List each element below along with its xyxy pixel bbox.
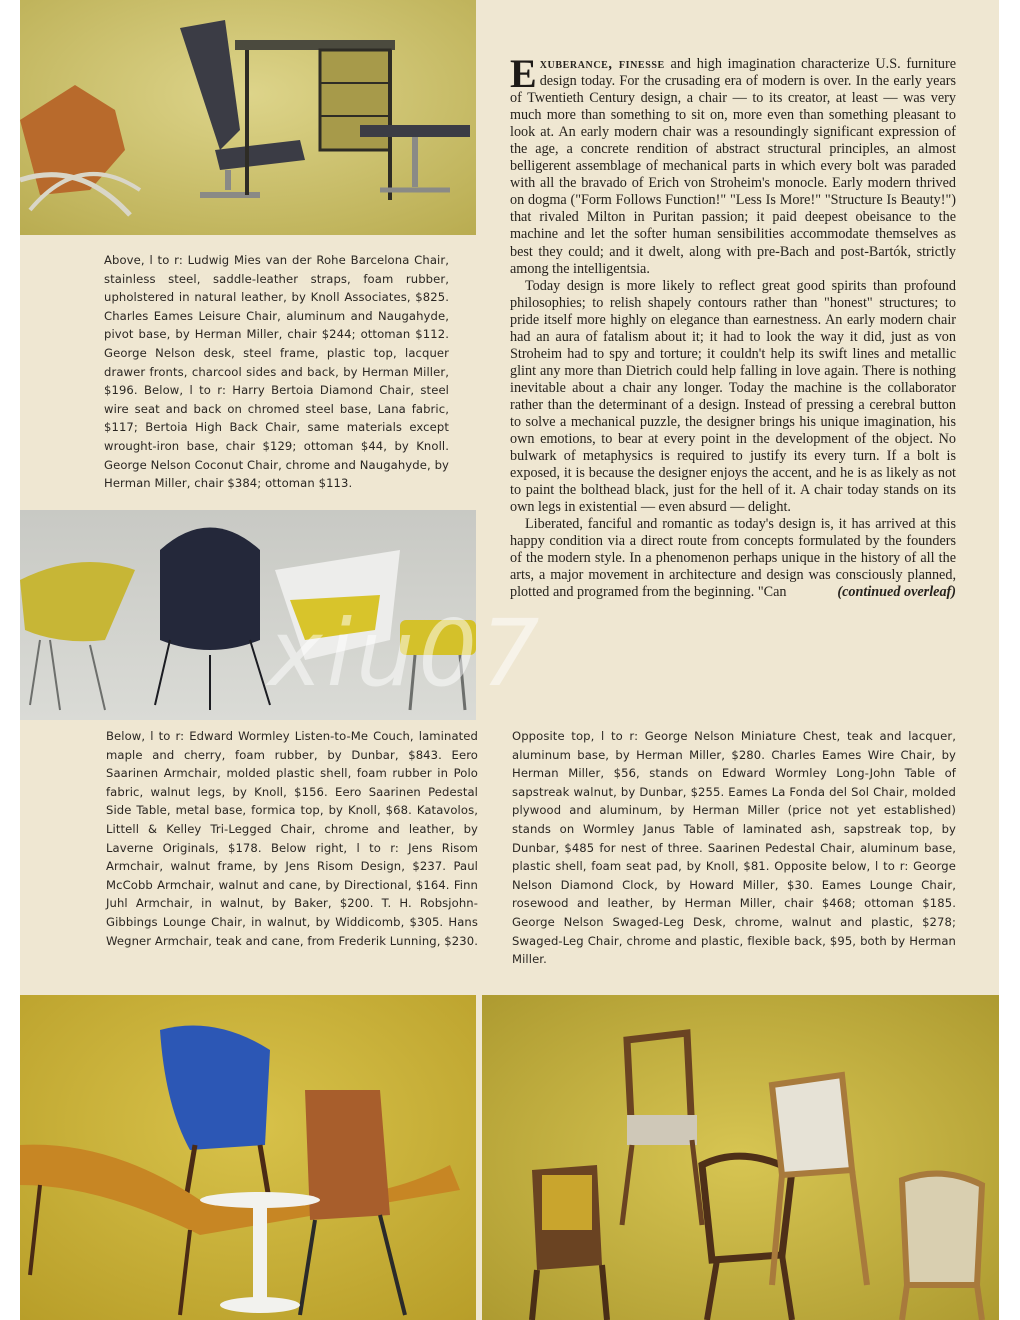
essay-paragraph-1 bbox=[510, 51, 957, 278]
photo-wooden-armchairs bbox=[482, 995, 999, 1320]
caption-below-photos: Below, l to r: Edward Wormley Listen-to-Me Couch, laminated maple and cherry, foam rubber, by Dunbar, $843. Eero Saarinen Armchair, molded plastic shell, foam rubber in Polo fabric, walnut legs, by Knoll, $156. Eero Saarinen Pedestal Side Table, metal base, formica top, by Knoll, $68. Katavolos, Littell & Kelley Tri-Legged Chair, chrome and leather, by Laverne Originals, $178. Below right, l to r: Jens Risom Armchair, walnut frame, by Jens Risom Design, $237. Paul McCobb Armchair, walnut and cane, by Directional, $164. Finn Juhl Armchair, in walnut, by Baker, $200. T. H. Robsjohn-Gibbings Lounge Chair, in walnut, by Widdicomb, $305. Hans Wegner Armchair, teak and cane, from Frederik Lunning, $230. bbox=[106, 729, 478, 948]
essay-paragraph-2: Today design is more likely to reflect great good spirits than profound philosophies; to relish shapely contours rather than "honest" structures; to pride itself more highly on elegance than earnestness. An early modern chair had an aura of fatalism about it; it had to look the way it did, just as von Stroheim had to spy and torture; it couldn't help its swift lines and metallic glint any more than Dietrich could help falling in love again. There is nothing inevitable about a chair any longer. Today the machine is the collaborator rather than the determinant of a design. Instead of pressing a cerebral button to solve a mechanical puzzle, the designer brings his unique imagination, his own emotions, to bear at every point in the development of the object. No bulwark of metaphysics is required to justify its every turn. If a bolt is exposed, it is because the designer enjoys the accent, and he is as likely as not to paint the bolthead black, just for the hell of it. A chair today stands on its own legs in existential — even absurd — delight. bbox=[510, 277, 956, 516]
photo-bottom-left-image bbox=[20, 995, 476, 1320]
continued-overleaf: (continued overleaf) bbox=[837, 584, 956, 601]
photo-wormley-saarinen bbox=[20, 995, 476, 1320]
lead-in-smallcaps: xuberance, finesse bbox=[539, 56, 665, 72]
photo-bottom-right-image bbox=[482, 995, 999, 1320]
caption-opposite-page: Opposite top, l to r: George Nelson Miniature Chest, teak and lacquer, aluminum base, by Herman Miller, $280. Charles Eames Wire Chair, by Herman Miller, $56, stands on Edward Wormley Long-John Table of sapstreak walnut, by Dunbar, $255. Eames La Fonda del Sol Chair, molded plywood and aluminum, by Herman Miller (price not yet established) stands on Wormley Janus Table of laminated ash, sapstreak top, by Dunbar, $485 for nest of three. Saarinen Pedestal Chair, aluminum base, plastic shell, foam seat pad, by Knoll, $81. Opposite below, l to r: George Nelson Diamond Clock, by Howard Miller, $30. Eames Lounge Chair, rosewood and leather, by Herman Miller, chair $468; ottoman $185. George Nelson Swaged-Leg Desk, chrome, walnut and plastic, $278; Swaged-Leg Chair, chrome and plastic, flexible back, $95, both by Herman Miller. bbox=[512, 729, 956, 967]
essay-paragraph-3 bbox=[510, 516, 956, 601]
photo-top-left-image bbox=[20, 0, 476, 235]
caption-above-photos: Above, l to r: Ludwig Mies van der Rohe Barcelona Chair, stainless steel, saddle-leather straps, foam rubber, upholstered in natural leather, by Knoll Associates, $825. Charles Eames Leisure Chair, aluminum and Naugahyde, pivot base, by Herman Miller, chair $244; ottoman $112. George Nelson desk, steel frame, plastic top, lacquer drawer fronts, charcool sides and back, by Herman Miller, $196. Below, l to r: Harry Bertoia Diamond Chair, steel wire seat and back on chromed steel base, Lana fabric, $117; Bertoia High Back Chair, same materials except wrought-iron base, chair $129; ottoman $44, by Knoll. George Nelson Coconut Chair, chrome and Naugahyde, by Herman Miller, chair $384; ottoman $113. bbox=[104, 253, 449, 491]
magazine-page bbox=[20, 0, 999, 1320]
paragraph-3-text: Liberated, fanciful and romantic as today's design is, it has arrived at this happy condition via a direct route from concepts formulated by the founders of the modern style. In a phenomenon perhaps unique in the history of all the arts, a major movement in architecture and design was consciously planned, plotted and programed from the beginning. "Can bbox=[510, 516, 956, 601]
photo-barcelona-eames-nelson bbox=[20, 0, 476, 235]
paragraph-1-text: and high imagination characterize U.S. furniture design today. For the crusading era of modern is over. In the early years of Twentieth Century design, a chair — to its creator, at least — was very much more than something to sit on, more even than something pleasant to look at. An early modern chair was a resoundingly significant expression of the age, a concrete rendition of abstract structural principles, an almost belligerent assemblage of mechanical parts in which every bolt was paraded with all the bravado of Erich von Stroheim's monocle. Early modern thrived on dogma ("Form Follows Function!" "Less Is More!" "Structure Is Beauty!") that rivaled Milton in Puritan passion; it paid deepest obeisance to the machine and let the softer human sensibilities accommodate themselves as best they could; and it dwelt, along with pre-Bach and post-Bartók, strictly among the intelligentsia. bbox=[510, 56, 957, 277]
drop-cap: E bbox=[510, 51, 537, 96]
watermark: xiu07 bbox=[268, 600, 544, 707]
essay-column bbox=[510, 51, 957, 602]
